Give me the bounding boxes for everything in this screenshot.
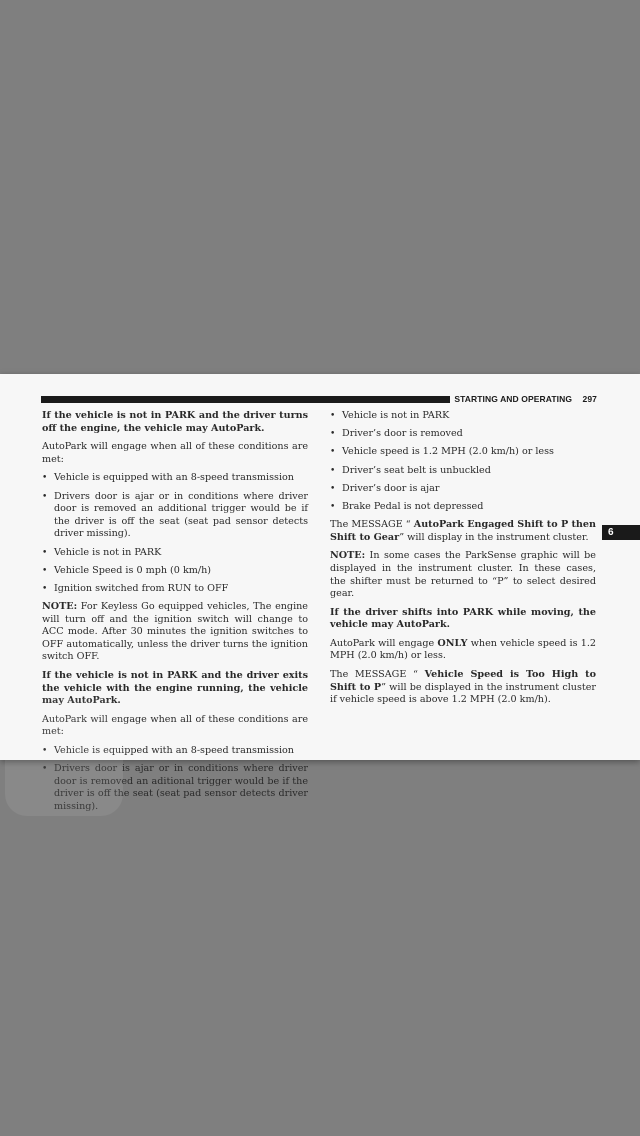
list-item: • Ignition switched from RUN to OFF [42, 583, 308, 596]
chapter-tab: 6 [602, 525, 640, 540]
assistive-touch-button[interactable] [5, 698, 123, 816]
list-item: • Vehicle is not in PARK [330, 410, 596, 423]
running-header [454, 394, 597, 404]
conditions-intro-1: AutoPark will engage when all of these conditions are met: [42, 441, 308, 465]
section-title: STARTING AND OPERATING [454, 394, 573, 404]
conditions-intro-2: AutoPark will engage when all of these conditions are met: [42, 713, 308, 738]
note-keyless-go [42, 601, 308, 664]
note-text: For Keyless Go equipped vehicles, The engine will turn off and the ignition switch will change to ACC mode. After 30 minutes the ignition switches to OFF automatically, unless the driver turns the ignition switch OFF. [42, 601, 308, 663]
conditions-list-3 [330, 410, 596, 514]
note-label: NOTE: [42, 601, 78, 613]
page-number: 297 [582, 394, 597, 404]
list-item: • Vehicle is not in PARK [42, 547, 308, 560]
note-text: In some cases the ParkSense graphic will be displayed in the instrument cluster. In these cases, the shifter must be returned to “P” to select desired gear. [330, 550, 596, 600]
note-parksense [330, 550, 596, 600]
list-item: • Brake Pedal is not depressed [330, 501, 596, 514]
message-prefix: The MESSAGE “ [330, 519, 414, 531]
list-item: • Vehicle is equipped with an 8-speed transmission [42, 745, 308, 758]
list-item: • Vehicle speed is 1.2 MPH (2.0 km/h) or less [330, 446, 596, 459]
message-speed-too-high [330, 669, 596, 707]
list-item: • Driver’s door is removed [330, 428, 596, 441]
right-column [330, 410, 596, 713]
engage-suffix: when vehicle speed is 1.2 MPH (2.0 km/h) or less. [330, 637, 596, 662]
message-prefix: The MESSAGE “ [330, 669, 425, 681]
list-item: • Drivers door is ajar or in conditions where driver door is removed an additional trigger would be if the driver is off the seat (seat pad sensor detects driver missing). [42, 491, 308, 541]
heading-driver-exits: If the vehicle is not in PARK and the driver exits the vehicle with the engine running, the vehicle may AutoPark. [42, 670, 308, 707]
message-suffix: ” will be displayed in the instrument cluster if vehicle speed is above 1.2 MPH (2.0 km/h). [330, 681, 596, 706]
message-bold: AutoPark Engaged Shift to P then Shift to Gear [330, 519, 596, 543]
conditions-list-1 [42, 472, 308, 595]
engage-prefix: AutoPark will engage [330, 637, 438, 649]
heading-shift-park: If the driver shifts into PARK while moving, the vehicle may AutoPark. [330, 606, 596, 631]
engage-bold: ONLY [437, 637, 468, 649]
engage-only-text [330, 638, 596, 663]
list-item: • Vehicle is equipped with an 8-speed transmission [42, 472, 308, 485]
heading-engine-off: If the vehicle is not in PARK and the driver turns off the engine, the vehicle may AutoPark. [42, 410, 308, 434]
message-autopark-engaged [330, 519, 596, 544]
message-suffix: ” will display in the instrument cluster. [399, 531, 589, 543]
list-item: • Drivers door is ajar or in conditions where driver door is removed an aditional trigger would be if the driver is off the seat (seat pad sensor detects driver missing). [42, 763, 308, 813]
note-label: NOTE: [330, 550, 366, 562]
header-rule [41, 396, 450, 403]
message-bold: Vehicle Speed is Too High to Shift to P [330, 669, 596, 693]
list-item: • Vehicle Speed is 0 mph (0 km/h) [42, 565, 308, 578]
list-item: • Driver’s door is ajar [330, 483, 596, 496]
list-item: • Driver’s seat belt is unbuckled [330, 465, 596, 478]
